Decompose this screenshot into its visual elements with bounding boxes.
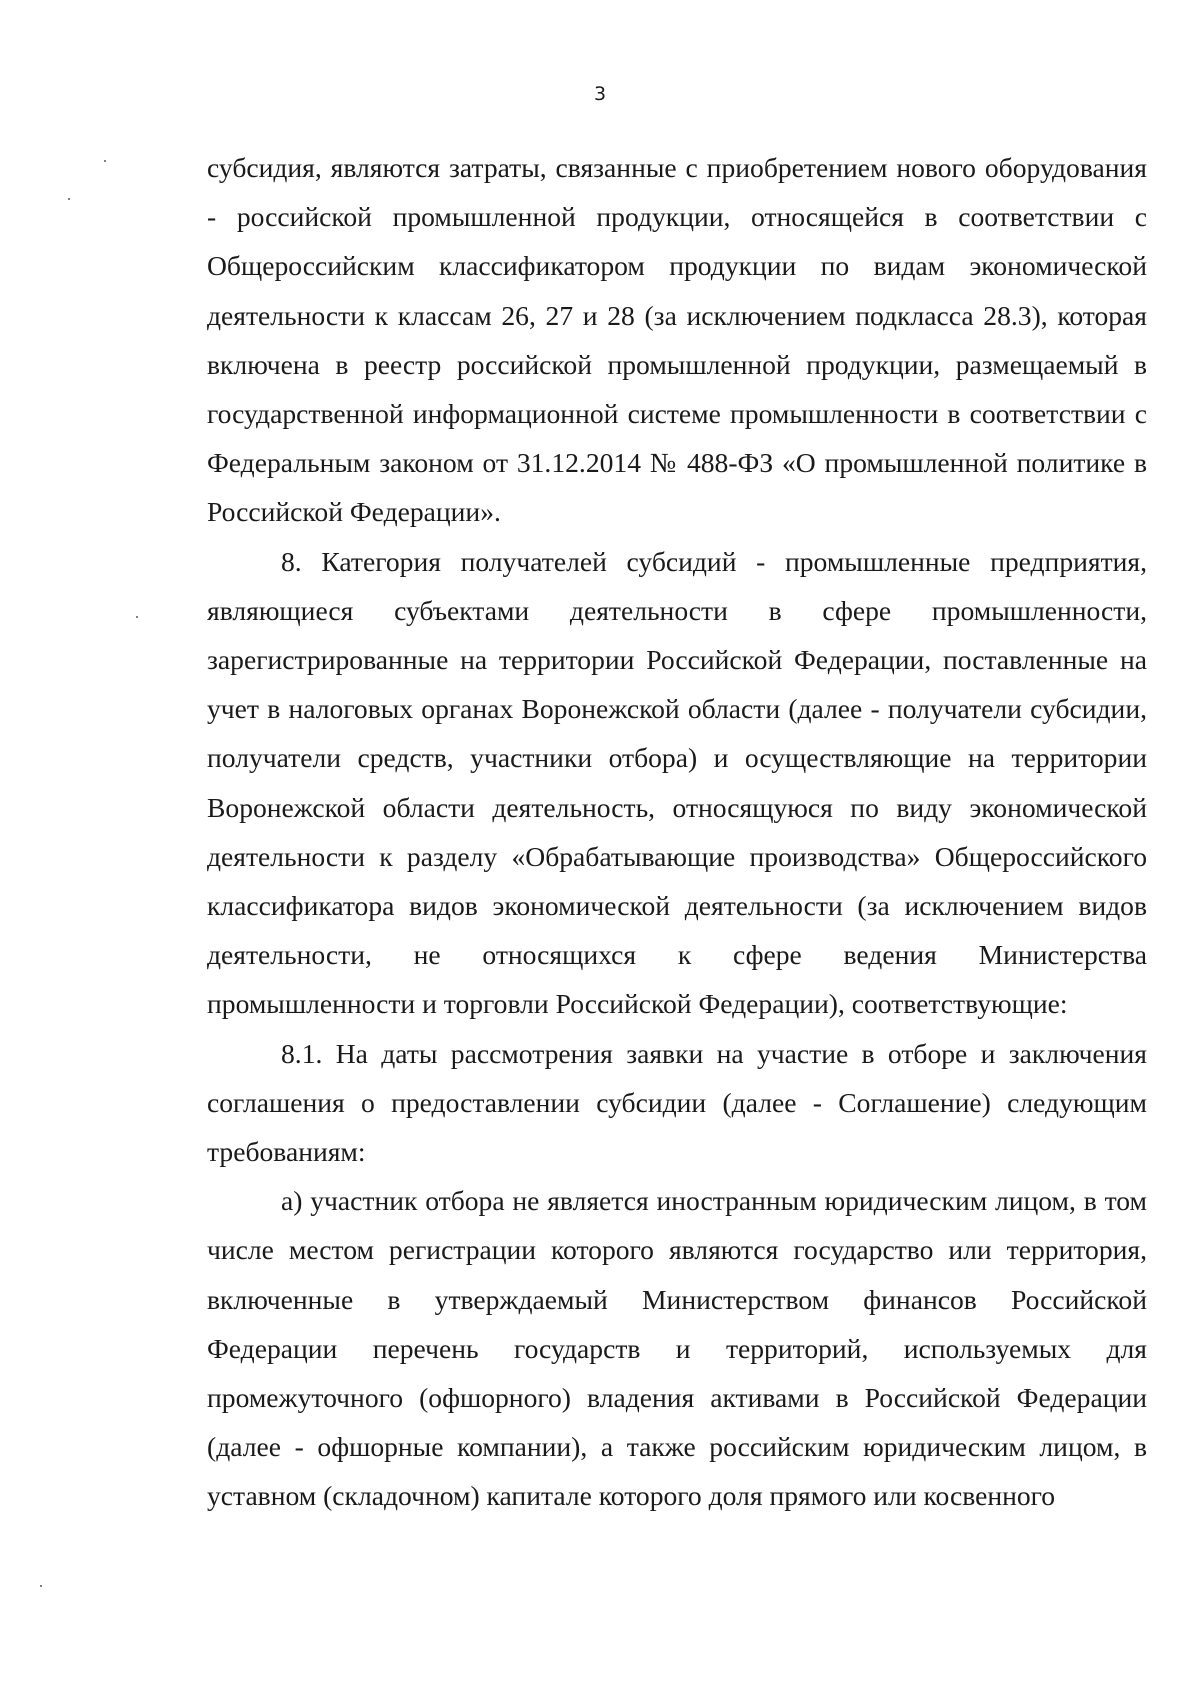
- scan-speck: [136, 616, 138, 618]
- paragraph-subsidy-costs: субсидия, являются затраты, связанные с приобретением нового оборудования - российской промышленной продукции, относящейся в соответствии с Общероссийским классификатором продукции по видам экономической деятельности к классам 26, 27 и 28 (за исключением подкласса 28.3), которая включена в реестр российской промышленной продукции, размещаемый в государственной информационной системе промышленности в соответствии с Федеральным законом от 31.12.2014 № 488-ФЗ «О промышленной политике в Российской Федерации».: [207, 152, 1147, 528]
- page-number: 3: [593, 83, 607, 105]
- scan-speck: [68, 198, 70, 200]
- document-body: [207, 143, 1147, 1521]
- scan-speck: [104, 160, 106, 162]
- paragraph-recipient-category: 8. Категория получателей субсидий - промышленные предприятия, являющиеся субъектами деятельности в сфере промышленности, зарегистрированные на территории Российской Федерации, поставленные на учет в налоговых органах Воронежской области (далее - получатели субсидии, получатели средств, участники отбора) и осуществляющие на территории Воронежской области деятельность, относящуюся по виду экономической деятельности к разделу «Обрабатывающие производства» Общероссийского классификатора видов экономической деятельности (за исключением видов деятельности, не относящихся к сфере ведения Министерства промышленности и торговли Российской Федерации), соответствующие:: [207, 545, 1147, 1020]
- paragraph-requirement-a: а) участник отбора не является иностранным юридическим лицом, в том числе местом регистрации которого являются государство или территория, включенные в утверждаемый Министерством финансов Российской Федерации перечень государств и территорий, используемых для промежуточного (офшорного) владения активами в Российской Федерации (далее - офшорные компании), а также российским юридическим лицом, в уставном (складочном) капитале которого доля прямого или косвенного: [207, 1185, 1147, 1512]
- scan-speck: [40, 1585, 42, 1587]
- paragraph-requirements-dates: 8.1. На даты рассмотрения заявки на участие в отборе и заключения соглашения о предоставлении субсидии (далее - Соглашение) следующим требованиям:: [207, 1037, 1147, 1168]
